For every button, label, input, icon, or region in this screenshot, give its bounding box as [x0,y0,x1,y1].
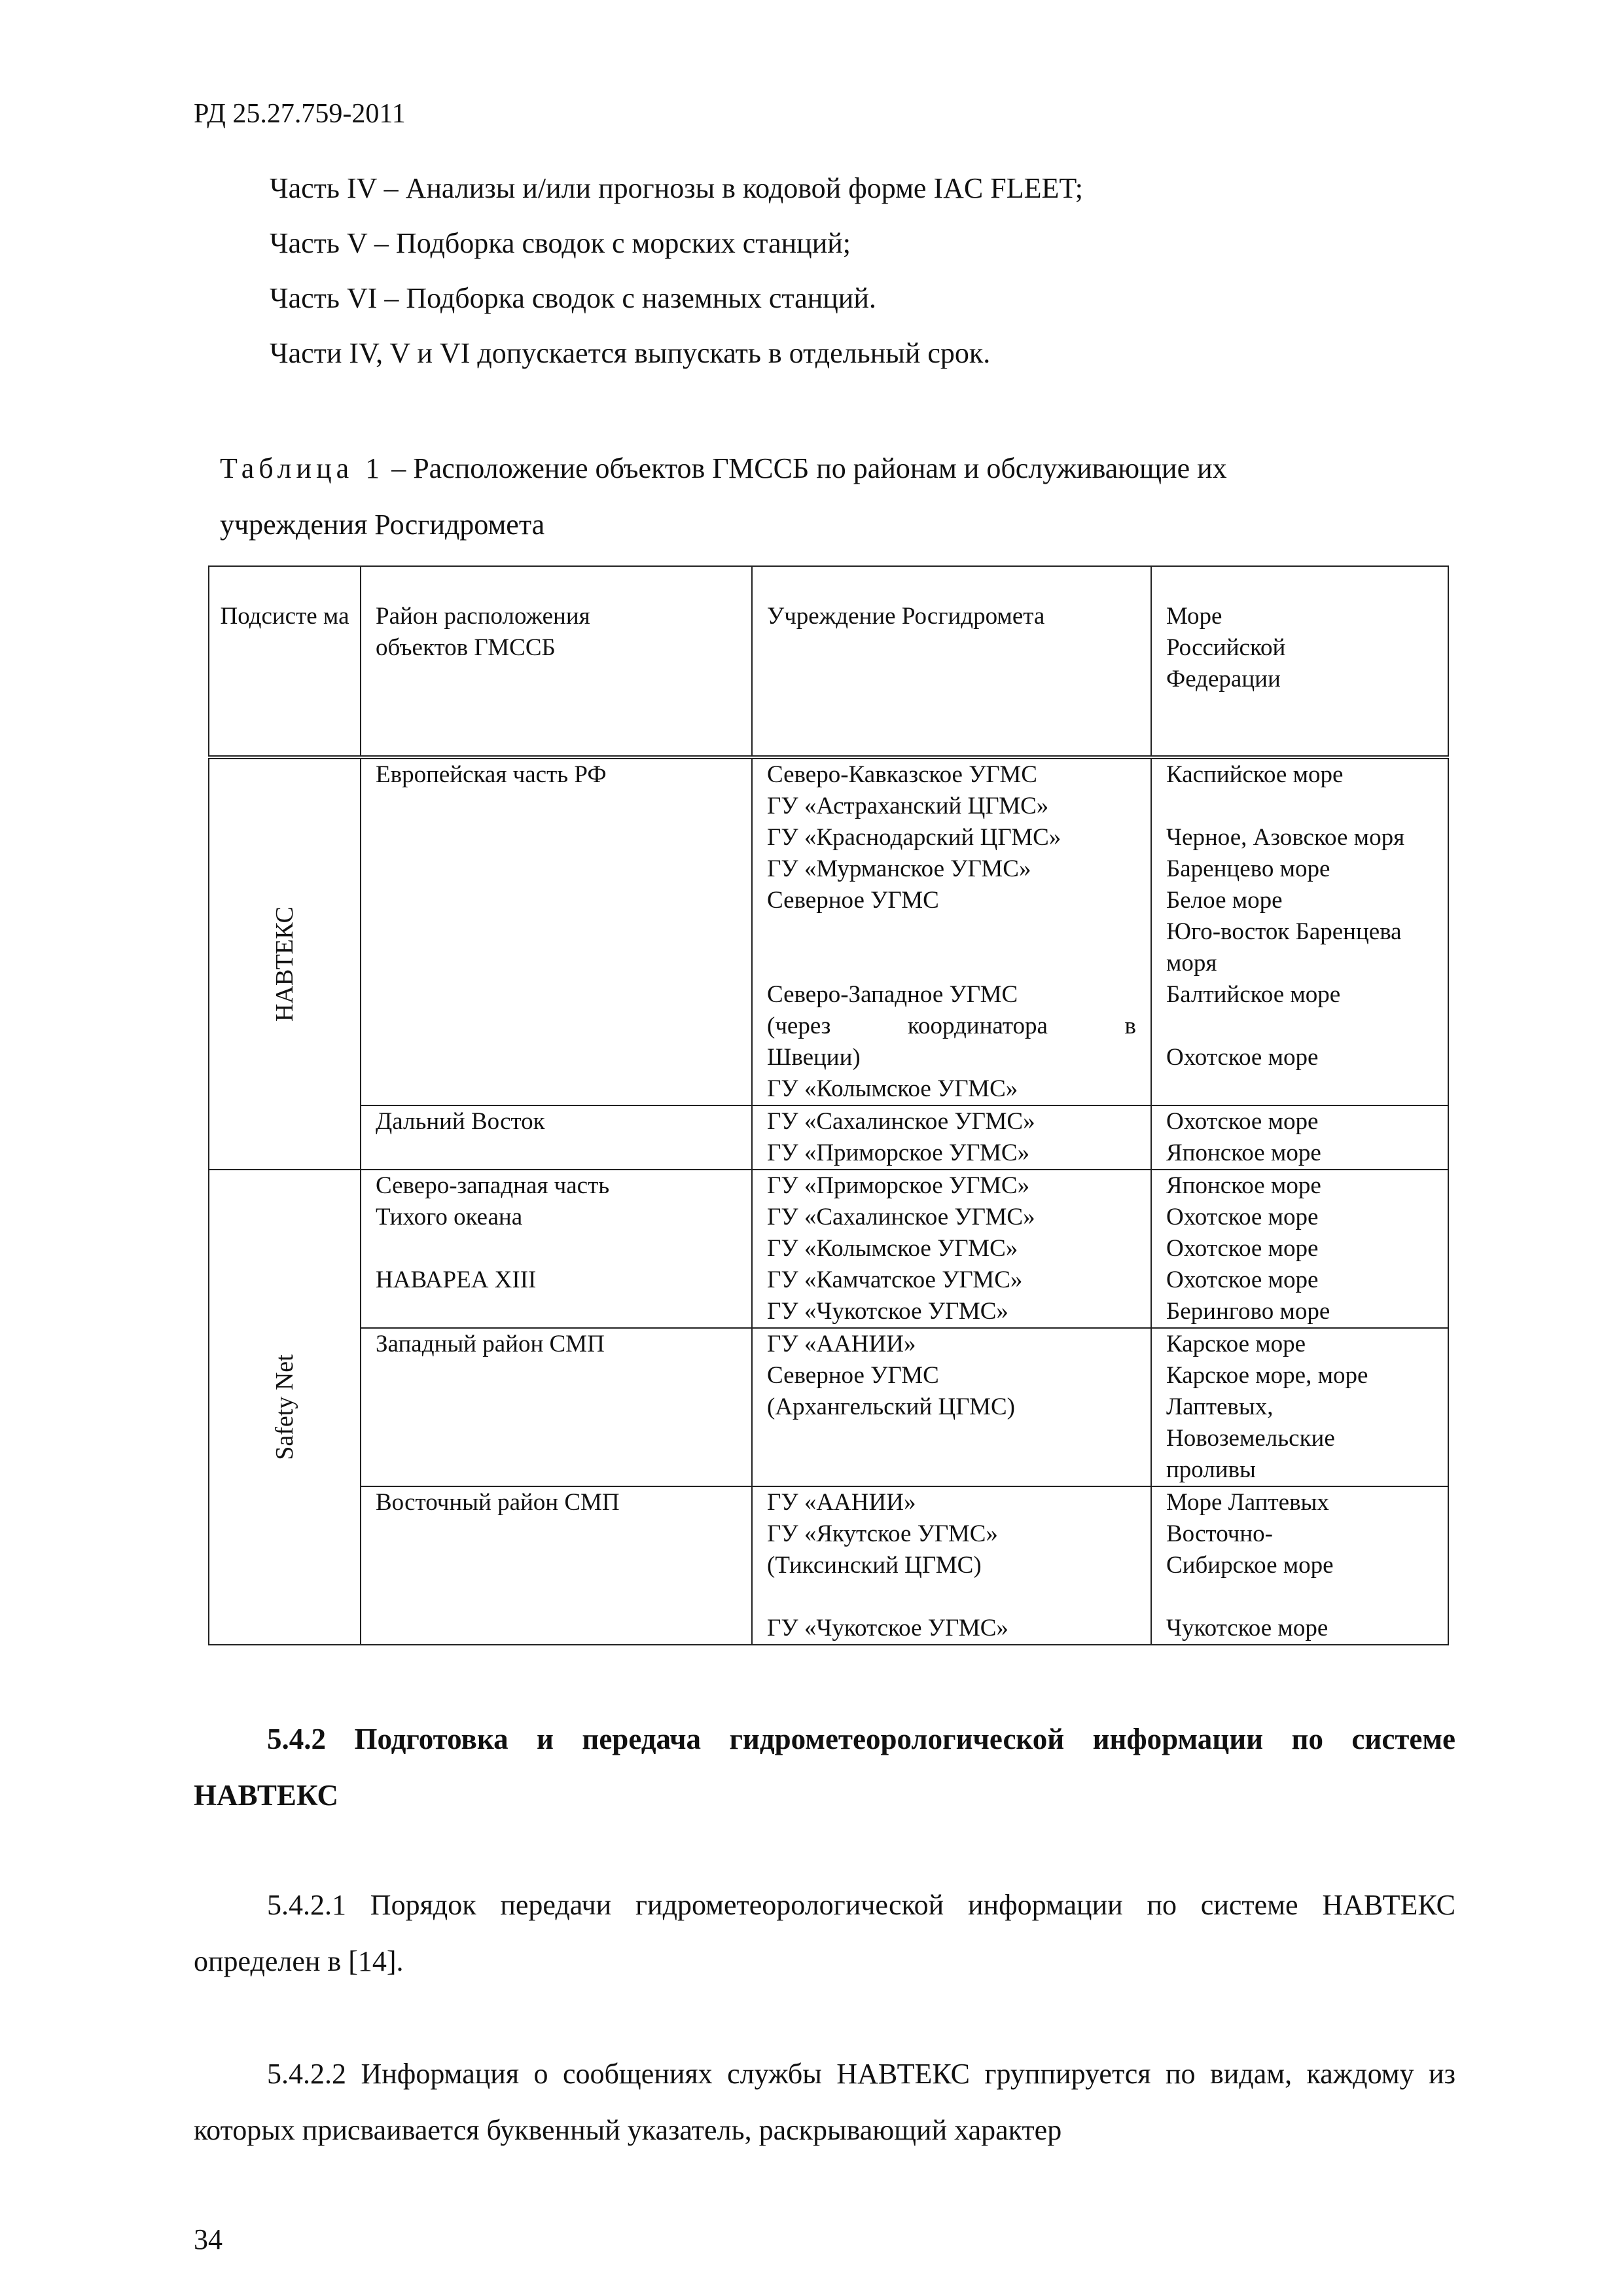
page-number: 34 [194,2223,223,2255]
table-row [209,1170,1448,1328]
table-row [209,1328,1448,1486]
section-heading: 5.4.2 Подготовка и передача гидрометеорологической информации по системе НАВТЕКС [194,1723,1455,1812]
table-caption-title: – Расположение объектов ГМССБ по районам и обслуживающие их [384,452,1227,484]
header-institution: Учреждение Росгидромета [752,566,1151,757]
institution-cell [752,757,1151,1105]
via-mid: координатора [907,1013,1048,1039]
institution-cell: ГУ «ААНИИ» ГУ «Якутское УГМС» (Тиксинский ЦГМС) ГУ «Чукотское УГМС» [752,1486,1151,1645]
subsystem-safetynet-cell [209,1170,361,1645]
table-row [209,1105,1448,1170]
paragraph-5-4-2-2: 5.4.2.2 Информация о сообщениях службы НАВТЕКС группируется по видам, каждому из которых присваивается буквенный указатель, раскрывающий характер [194,2058,1455,2146]
region-cell: Восточный район СМП [361,1486,752,1645]
gmdss-objects-table [208,565,1449,1645]
header-sea: Море Российской Федерации [1151,566,1448,757]
document-code: РД 25.27.759-2011 [194,99,406,129]
sea-cell: Охотское море Японское море [1151,1105,1448,1170]
institution-cell: ГУ «Приморское УГМС» ГУ «Сахалинское УГМС» ГУ «Колымское УГМС» ГУ «Камчатское УГМС» ГУ «Чукотское УГМС» [752,1170,1151,1328]
via-left: (через [767,1013,831,1039]
table-caption-label: Таблица 1 [220,452,385,484]
region-cell: Западный район СМП [361,1328,752,1486]
table-row [209,757,1448,1105]
table-header-row [209,566,1448,757]
sea-cell: Море Лаптевых Восточно- Сибирское море Чукотское море [1151,1486,1448,1645]
header-region: Район расположения объектов ГМССБ [361,566,752,757]
institution-cell: ГУ «ААНИИ» Северное УГМС (Архангельский ЦГМС) [752,1328,1151,1486]
intro-line-release: Части IV, V и VI допускается выпускать в отдельный срок. [270,337,991,369]
institution-list-tail: Швеции) ГУ «Колымское УГМС» [767,1044,1018,1102]
intro-line-part4: Часть IV – Анализы и/или прогнозы в кодовой форме IAC FLEET; [270,172,1083,204]
subsystem-safetynet: Safety Net [271,1354,298,1460]
institution-via-line [767,1011,1136,1042]
institution-cell: ГУ «Сахалинское УГМС» ГУ «Приморское УГМС» [752,1105,1151,1170]
header-subsystem: Подсисте ма [209,566,361,757]
intro-line-part6: Часть VI – Подборка сводок с наземных станций. [270,282,876,314]
via-right: в [1124,1013,1136,1039]
subsystem-navtex: НАВТЕКС [271,906,298,1022]
region-cell: Европейская часть РФ [361,757,752,1105]
subsystem-navtex-cell [209,757,361,1170]
institution-list: Северо-Кавказское УГМС ГУ «Астраханский ЦГМС» ГУ «Краснодарский ЦГМС» ГУ «Мурманское УГМС» Северное УГМС Северо-Западное УГМС [767,761,1061,1008]
paragraph-5-4-2-1: 5.4.2.1 Порядок передачи гидрометеорологической информации по системе НАВТЕКС определен в [14]. [194,1889,1455,1977]
table-caption [220,452,1227,485]
sea-cell: Карское море Карское море, море Лаптевых, Новоземельские проливы [1151,1328,1448,1486]
region-cell: Дальний Восток [361,1105,752,1170]
table-caption-line2: учреждения Росгидромета [220,509,545,541]
sea-cell: Японское море Охотское море Охотское море Охотское море Берингово море [1151,1170,1448,1328]
intro-line-part5: Часть V – Подборка сводок с морских станций; [270,227,851,259]
region-cell: Северо-западная часть Тихого океана НАВАРЕА XIII [361,1170,752,1328]
table-row [209,1486,1448,1645]
sea-cell: Каспийское море Черное, Азовское моря Баренцево море Белое море Юго-восток Баренцева моря Балтийское море Охотское море [1151,757,1448,1105]
